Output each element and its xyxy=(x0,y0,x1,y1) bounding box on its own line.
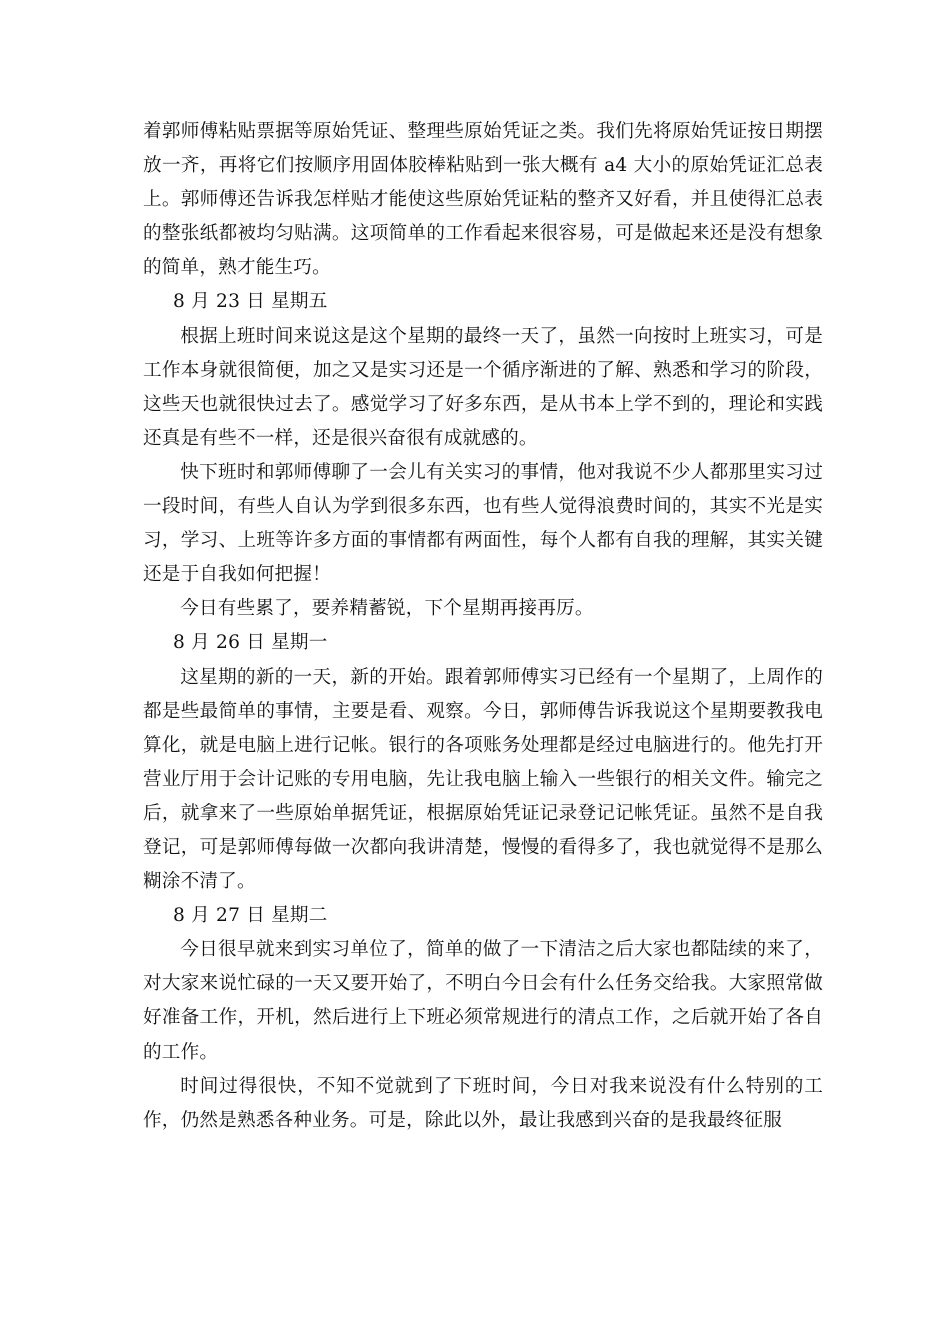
paragraph: 着郭师傅粘贴票据等原始凭证、整理些原始凭证之类。我们先将原始凭证按日期摆放一齐，再将它们按顺序用固体胶棒粘贴到一张大概有 a4 大小的原始凭证汇总表上。郭师傅还告诉我怎样贴才能使这些原始凭证粘的整齐又好看，并且使得汇总表的整张纸都被均匀贴满。这项简单的工作看起来很容易，可是做起来还是没有想象的简单，熟才能生巧。 xyxy=(143,121,823,279)
paragraph: 时间过得很快，不知不觉就到了下班时间，今日对我来说没有什么特别的工作，仍然是熟悉各种业务。可是，除此以外，最让我感到兴奋的是我最终征服 xyxy=(143,1075,823,1131)
diary-date-heading: 8 月 26 日 星期一 xyxy=(173,632,328,654)
paragraph: 快下班时和郭师傅聊了一会儿有关实习的事情，他对我说不少人都那里实习过一段时间，有些人自认为学到很多东西，也有些人觉得浪费时间的，其实不光是实习，学习、上班等许多方面的事情都有两面性，每个人都有自我的理解，其实关键还是于自我如何把握！ xyxy=(143,461,823,586)
paragraph: 这星期的新的一天，新的开始。跟着郭师傅实习已经有一个星期了，上周作的都是些最简单的事情，主要是看、观察。今日，郭师傅告诉我说这个星期要教我电算化，就是电脑上进行记帐。银行的各项账务处理都是经过电脑进行的。他先打开营业厅用于会计记账的专用电脑，先让我电脑上输入一些银行的相关文件。输完之后，就拿来了一些原始单据凭证，根据原始凭证记录登记记帐凭证。虽然不是自我登记，可是郭师傅每做一次都向我讲清楚，慢慢的看得多了，我也就觉得不是那么糊涂不清了。 xyxy=(143,666,823,893)
document-body xyxy=(143,115,823,1138)
paragraph: 根据上班时间来说这是这个星期的最终一天了，虽然一向按时上班实习，可是工作本身就很简便，加之又是实习还是一个循序渐进的了解、熟悉和学习的阶段，这些天也就很快过去了。感觉学习了好多东西，是从书本上学不到的，理论和实践还真是有些不一样，还是很兴奋很有成就感的。 xyxy=(143,325,823,449)
diary-date-heading: 8 月 27 日 星期二 xyxy=(173,905,328,927)
diary-date-heading: 8 月 23 日 星期五 xyxy=(173,291,328,313)
paragraph: 今日有些累了，要养精蓄锐，下个星期再接再厉。 xyxy=(180,598,594,620)
paragraph: 今日很早就来到实习单位了，简单的做了一下清洁之后大家也都陆续的来了，对大家来说忙碌的一天又要开始了，不明白今日会有什么任务交给我。大家照常做好准备工作，开机，然后进行上下班必须常规进行的清点工作，之后就开始了各自的工作。 xyxy=(143,939,823,1063)
